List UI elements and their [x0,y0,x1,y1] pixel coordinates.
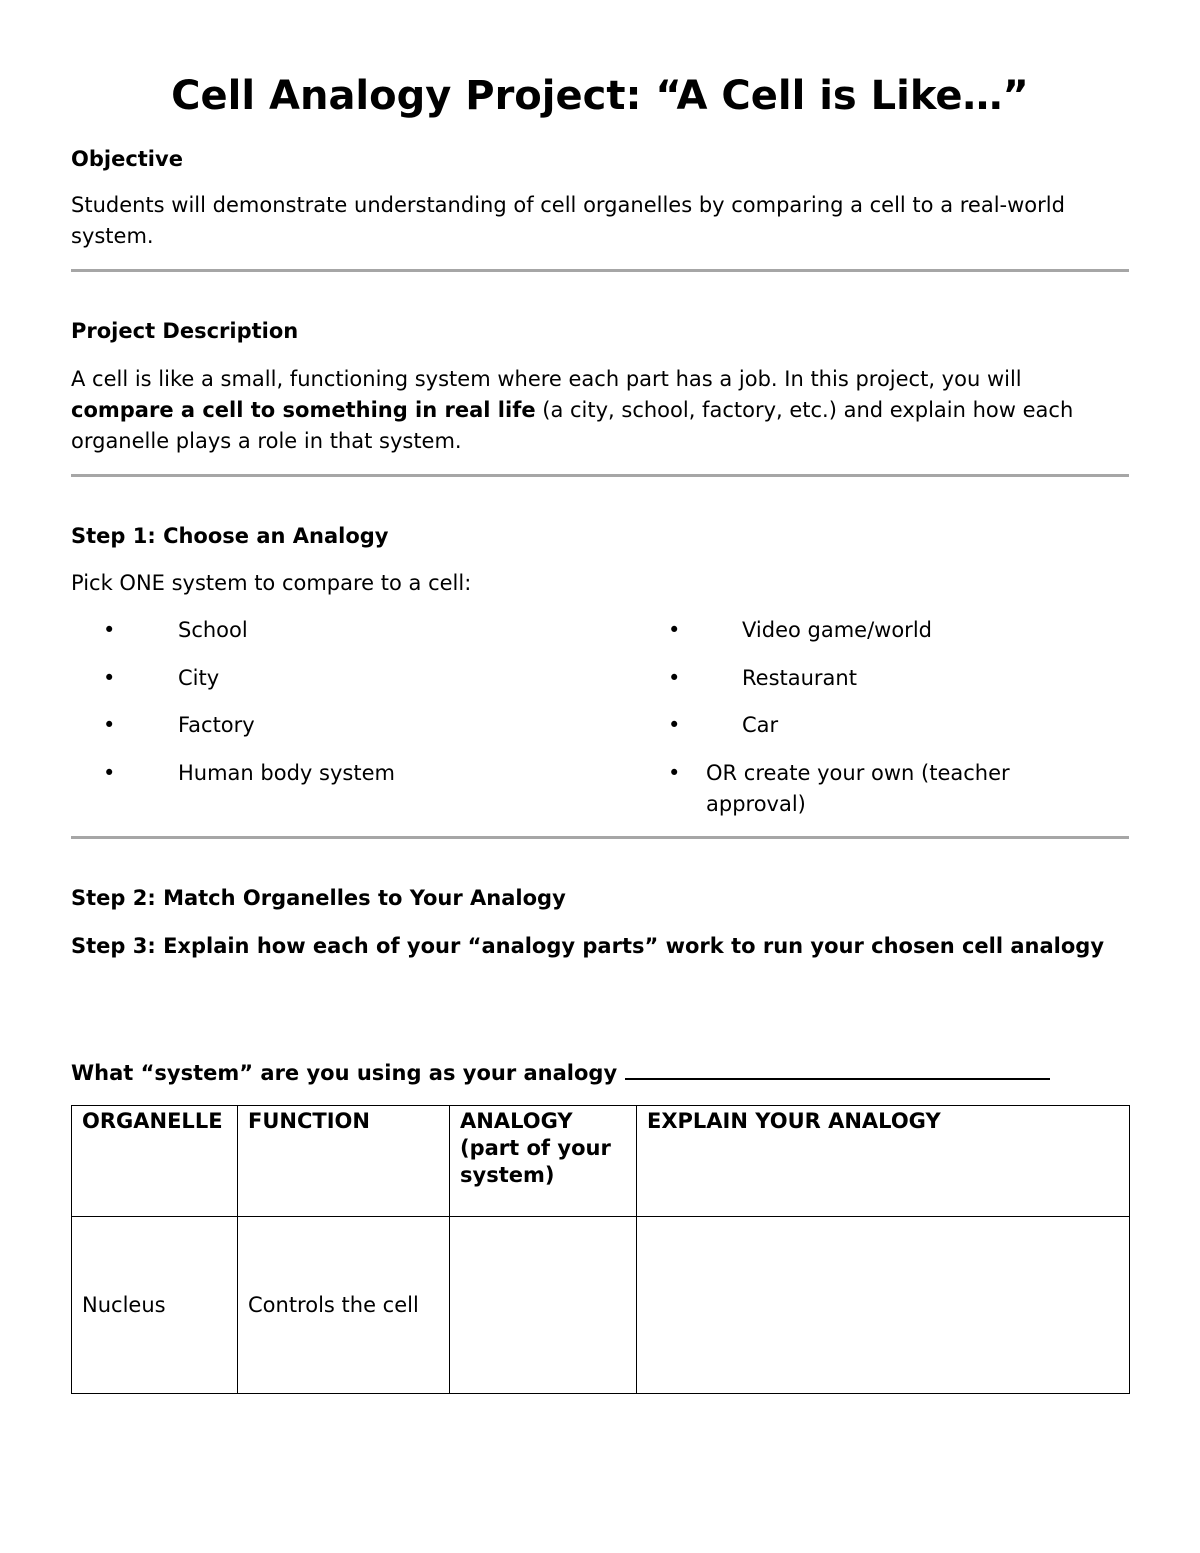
cell-explain[interactable] [637,1217,1130,1394]
bullet-icon: • [668,713,681,737]
table-row [72,1217,1130,1394]
description-text-start: A cell is like a small, functioning system where each part has a job. In this project, you will [71,367,1022,391]
bullet-icon: • [668,618,681,642]
table-header-row [72,1106,1130,1217]
section-divider [71,269,1129,272]
organelle-table [71,1105,1130,1394]
system-question [71,1058,1129,1087]
cell-organelle: Nucleus [72,1217,238,1394]
cell-function: Controls the cell [238,1217,450,1394]
description-emphasis: compare a cell to something in real life [71,398,536,422]
header-explain: EXPLAIN YOUR ANALOGY [637,1106,1130,1217]
system-question-label: What “system” are you using as your analogy [71,1061,618,1085]
cell-analogy[interactable] [450,1217,637,1394]
option-label: Human body system [178,761,395,785]
objective-heading: Objective [71,147,183,171]
option-label: OR create your own (teacher approval) [706,761,1010,816]
option-label: Restaurant [742,666,857,690]
section-divider [71,836,1129,839]
step3-heading: Step 3: Explain how each of your “analogy parts” work to run your chosen cell analogy [71,934,1105,958]
option-label: Video game/world [742,618,932,642]
project-description-heading: Project Description [71,319,299,343]
header-analogy: ANALOGY (part of your system) [450,1106,637,1217]
system-answer-blank[interactable] [625,1058,1050,1080]
option-label: Factory [178,713,255,737]
bullet-icon: • [103,666,116,690]
header-organelle: ORGANELLE [72,1106,238,1217]
option-label: School [178,618,248,642]
section-divider [71,474,1129,477]
step1-heading: Step 1: Choose an Analogy [71,524,389,548]
step1-prompt: Pick ONE system to compare to a cell: [71,571,472,595]
description-text-end: (a city, school, factory, etc.) and explain how each organelle plays a role in that system. [71,398,1074,453]
step2-heading: Step 2: Match Organelles to Your Analogy [71,886,566,910]
bullet-icon: • [103,618,116,642]
bullet-icon: • [103,713,116,737]
option-label: City [178,666,220,690]
objective-text: Students will demonstrate understanding of cell organelles by comparing a cell to a real-world system. [71,193,1065,248]
option-label: Car [742,713,779,737]
project-description-text [71,364,1129,457]
bullet-icon: • [668,666,681,690]
header-function: FUNCTION [238,1106,450,1217]
bullet-icon: • [103,761,116,785]
page-title: Cell Analogy Project: “A Cell is Like…” [171,73,1029,119]
bullet-icon: • [668,761,681,785]
